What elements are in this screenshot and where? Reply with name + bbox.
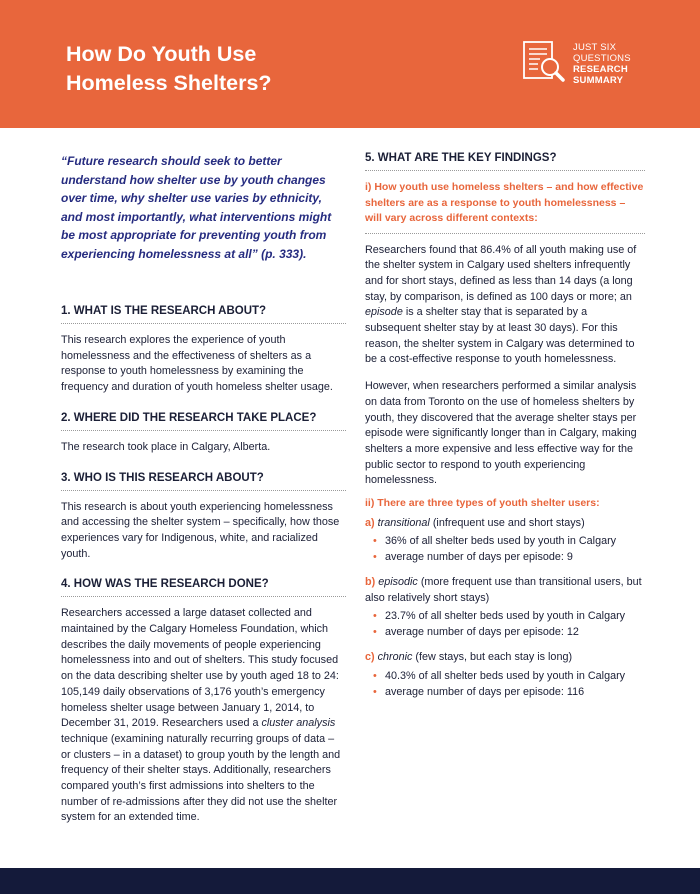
header-banner [0,0,700,128]
bullet-item: • average number of days per episode: 12 [373,624,645,640]
type-description: (more frequent use than transitional users, but also relatively short stays) [365,576,642,604]
type-bullets [365,608,645,640]
q3-text: This research is about youth experiencing homelessness and accessing the shelter system – specifically, how those experiences vary for Indigenous, white, and racialized youth. [61,500,340,560]
pull-quote: “Future research should seek to better understand how shelter use by youth changes over time, why shelter use varies by ethnicity, and most importantly, what interventions might be most appropriate for preventing youth from experiencing homelessness at all” (p. 333). [61,154,332,261]
type-bullets [365,668,645,700]
finding-1-heading [365,180,645,227]
badge-line-3: RESEARCH [573,64,628,75]
finding-2-heading [365,496,645,512]
q4-text-b: technique (examining naturally recurring groups of data – or clusters – in a dataset) to group youth by the length and frequency of their shelter stays. Additionally, researchers compared youth’s first admissions into shelters to the number of re-admissions after they did not use the shelter system for an extended time. [61,732,341,824]
q1-text: This research explores the experience of youth homelessness and the effectiveness of shelters as a response to youth homelessness by examining the frequency and duration of youth homeless shelter usage. [61,334,333,394]
finding-1-number: i) [365,181,372,193]
finding-2-number: ii) [365,497,375,510]
divider [365,170,645,171]
page-title [66,40,272,98]
type-name: episodic [378,576,418,589]
title-line-2: Homeless Shelters? [66,71,272,95]
bullet-item: • 23.7% of all shelter beds used by youth in Calgary [373,608,645,624]
badge-line-2: QUESTIONS [573,53,631,64]
left-column [61,152,346,826]
type-heading: c) chronic (few stays, but each stay is long) [365,651,573,664]
q2-heading: 2. WHERE DID THE RESEARCH TAKE PLACE? [61,411,317,424]
user-type-chronic [365,650,645,700]
bullet-item: • 40.3% of all shelter beds used by youth in Calgary [373,668,645,684]
type-description: (infrequent use and short stays) [429,516,585,529]
footer-bar [0,868,700,894]
user-type-episodic [365,575,645,640]
bullet-item: • average number of days per episode: 116 [373,684,645,700]
finding-1-paragraph [365,243,645,369]
finding-1-para-a: Researchers found that 86.4% of all youth making use of the shelter system in Calgary used shelters infrequently and for short stays, defined as less than 14 days (a long stay, by comparison, is defined as 100 days or more; an [365,243,637,303]
type-description: (few stays, but each stay is long) [412,651,573,664]
finding-2-text: There are three types of youth shelter users: [377,497,600,510]
divider [61,323,346,324]
badge-line-1: JUST SIX [573,42,617,53]
q4-emphasis: cluster analysis [261,717,336,730]
type-name: transitional [377,516,430,529]
divider [61,430,346,431]
q3-heading: 3. WHO IS THIS RESEARCH ABOUT? [61,471,264,484]
q2-text: The research took place in Calgary, Alberta. [61,440,271,453]
q4-text [61,606,346,826]
user-type-transitional [365,516,645,566]
type-name: chronic [377,651,413,664]
q4-text-a: Researchers accessed a large dataset collected and maintained by the Calgary Homeless Foundation, which describes the daily movements of people experiencing homelessness into and out of shelters. This study focused on the data describing shelter use by youth aged 18 to 24: 105,149 daily observations of 3,176 youth’s emergency homeless shelter usage between January 1, 2014, to December 31, 2019. Researchers used a [61,607,339,730]
divider [61,596,346,597]
badge-line-4: SUMMARY [573,75,624,86]
episode-term: episode [365,306,403,319]
bullet-item: • average number of days per episode: 9 [373,549,645,565]
q5-heading: 5. WHAT ARE THE KEY FINDINGS? [365,152,557,164]
right-column [365,152,645,700]
divider [365,233,645,234]
type-heading: a) transitional (infrequent use and short stays) [365,516,585,529]
q1-heading: 1. WHAT IS THE RESEARCH ABOUT? [61,305,267,317]
finding-1-para-b: is a shelter stay that is separated by a subsequent shelter stay by at least 30 days). For this reason, the shelter system in Calgary was determined to be a cost-effective response to youth homelessness. [365,306,635,366]
finding-1-text: How youth use homeless shelters – and how effective shelters are as a response to youth homelessness – will vary across different contexts: [365,181,644,224]
toronto-paragraph: However, when researchers performed a similar analysis on data from Toronto on the use of homeless shelters by youth, they discovered that the average shelter stays per episode were significantly longer than in Calgary, making shelters a more expensive and less effective way for the public sector to respond to youth experiencing homelessness. [365,380,637,487]
type-bullets [365,533,645,565]
badge-text [573,42,631,86]
bullet-item: • 36% of all shelter beds used by youth in Calgary [373,533,645,549]
document-magnifier-icon [520,40,566,86]
divider [61,490,346,491]
q4-heading: 4. HOW WAS THE RESEARCH DONE? [61,578,269,591]
type-heading: b) episodic (more frequent use than transitional users, but also relatively short stays) [365,576,642,604]
title-line-1: How Do Youth Use [66,42,257,66]
